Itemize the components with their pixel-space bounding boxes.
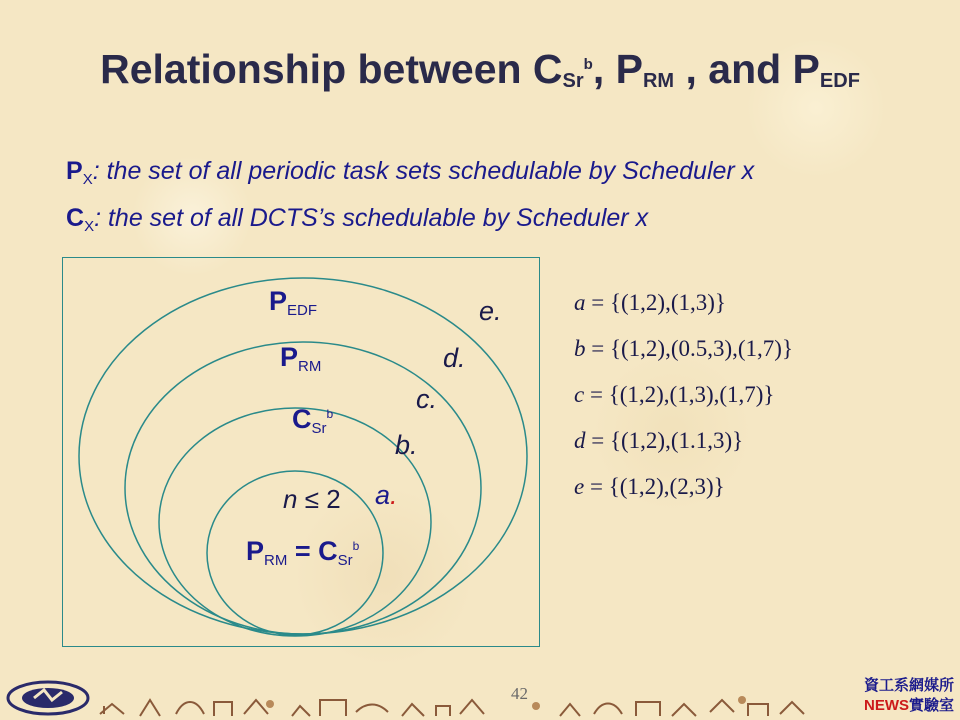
n-value: 2 <box>326 484 341 514</box>
set-value: = {(1,2),(1,3),(1,7)} <box>584 382 775 407</box>
label-main: C <box>292 404 312 434</box>
set-value: = {(1,2),(1.1,3)} <box>585 428 744 453</box>
set-name: c <box>574 382 585 407</box>
label-main: P <box>280 342 299 372</box>
title-c-sub: Sr <box>562 70 584 92</box>
title-text: Relationship between C <box>100 46 563 92</box>
label-p-rm <box>280 342 321 375</box>
label-sub: EDF <box>287 302 318 319</box>
definitions <box>66 152 754 246</box>
label-sub: RM <box>264 552 288 569</box>
lab-name-en: NEWS <box>863 697 909 714</box>
ellipse-c-srb <box>159 408 431 636</box>
label-eq: = C <box>287 536 338 566</box>
title-text-mid: , P <box>592 46 643 92</box>
label-inner <box>246 536 359 569</box>
slide-title <box>0 46 960 93</box>
def-text: : the set of all periodic task sets schedulable by Scheduler x <box>92 157 755 185</box>
point-e: e. <box>479 296 502 326</box>
title-c-sup: b <box>583 56 593 73</box>
title-prm-sub: RM <box>642 70 675 92</box>
def-text: : the set of all DCTS’s schedulable by Scheduler x <box>94 204 649 232</box>
department-logo-icon <box>4 678 94 718</box>
label-sub: RM <box>298 358 322 375</box>
lab-name-zh: 資工系網媒所 <box>863 677 954 694</box>
label-sub: Sr <box>337 552 353 569</box>
point-a <box>375 480 398 511</box>
lab-name <box>864 676 954 716</box>
title-text-mid2: , and P <box>674 46 820 92</box>
label-main: P <box>269 286 288 316</box>
label-p-edf <box>269 286 317 319</box>
point-a-dot: . <box>390 480 398 510</box>
definition-c <box>66 199 754 246</box>
set-value: = {(1,2),(0.5,3),(1,7)} <box>585 336 794 361</box>
def-sub: X <box>84 218 95 235</box>
set-a <box>574 280 793 326</box>
ellipse-p-edf <box>79 278 527 634</box>
set-name: a <box>574 290 586 315</box>
point-letter: a <box>375 480 391 510</box>
set-b <box>574 326 793 372</box>
def-symbol: P <box>66 157 83 185</box>
set-value: = {(1,2),(2,3)} <box>584 474 725 499</box>
set-value: = {(1,2),(1,3)} <box>585 290 726 315</box>
label-sup: b <box>352 539 360 553</box>
definition-p <box>66 152 754 199</box>
set-d <box>574 418 793 464</box>
title-pedf-sub: EDF <box>819 70 860 92</box>
lab-name-suffix: 實驗室 <box>908 697 954 714</box>
point-d: d. <box>443 343 466 373</box>
label-sup: b <box>326 407 334 421</box>
set-c <box>574 372 793 418</box>
set-definitions <box>574 280 793 510</box>
label-sub: Sr <box>311 420 327 437</box>
footer-village-decoration <box>100 700 804 716</box>
set-e <box>574 464 793 510</box>
label-main: P <box>246 536 265 566</box>
n-var: n <box>283 484 298 514</box>
point-c: c. <box>416 384 438 414</box>
set-name: b <box>574 336 586 361</box>
set-name: e <box>574 474 585 499</box>
le-symbol: ≤ <box>304 484 319 514</box>
page-number: 42 <box>511 684 528 703</box>
def-sub: X <box>82 171 93 188</box>
n-condition <box>283 484 341 515</box>
def-symbol: C <box>66 204 85 232</box>
label-c-srb <box>292 404 333 437</box>
set-name: d <box>574 428 586 453</box>
point-b: b. <box>395 430 418 460</box>
footer-tree-icons <box>266 696 746 710</box>
venn-diagram <box>62 257 540 647</box>
footer-decoration <box>0 676 960 720</box>
